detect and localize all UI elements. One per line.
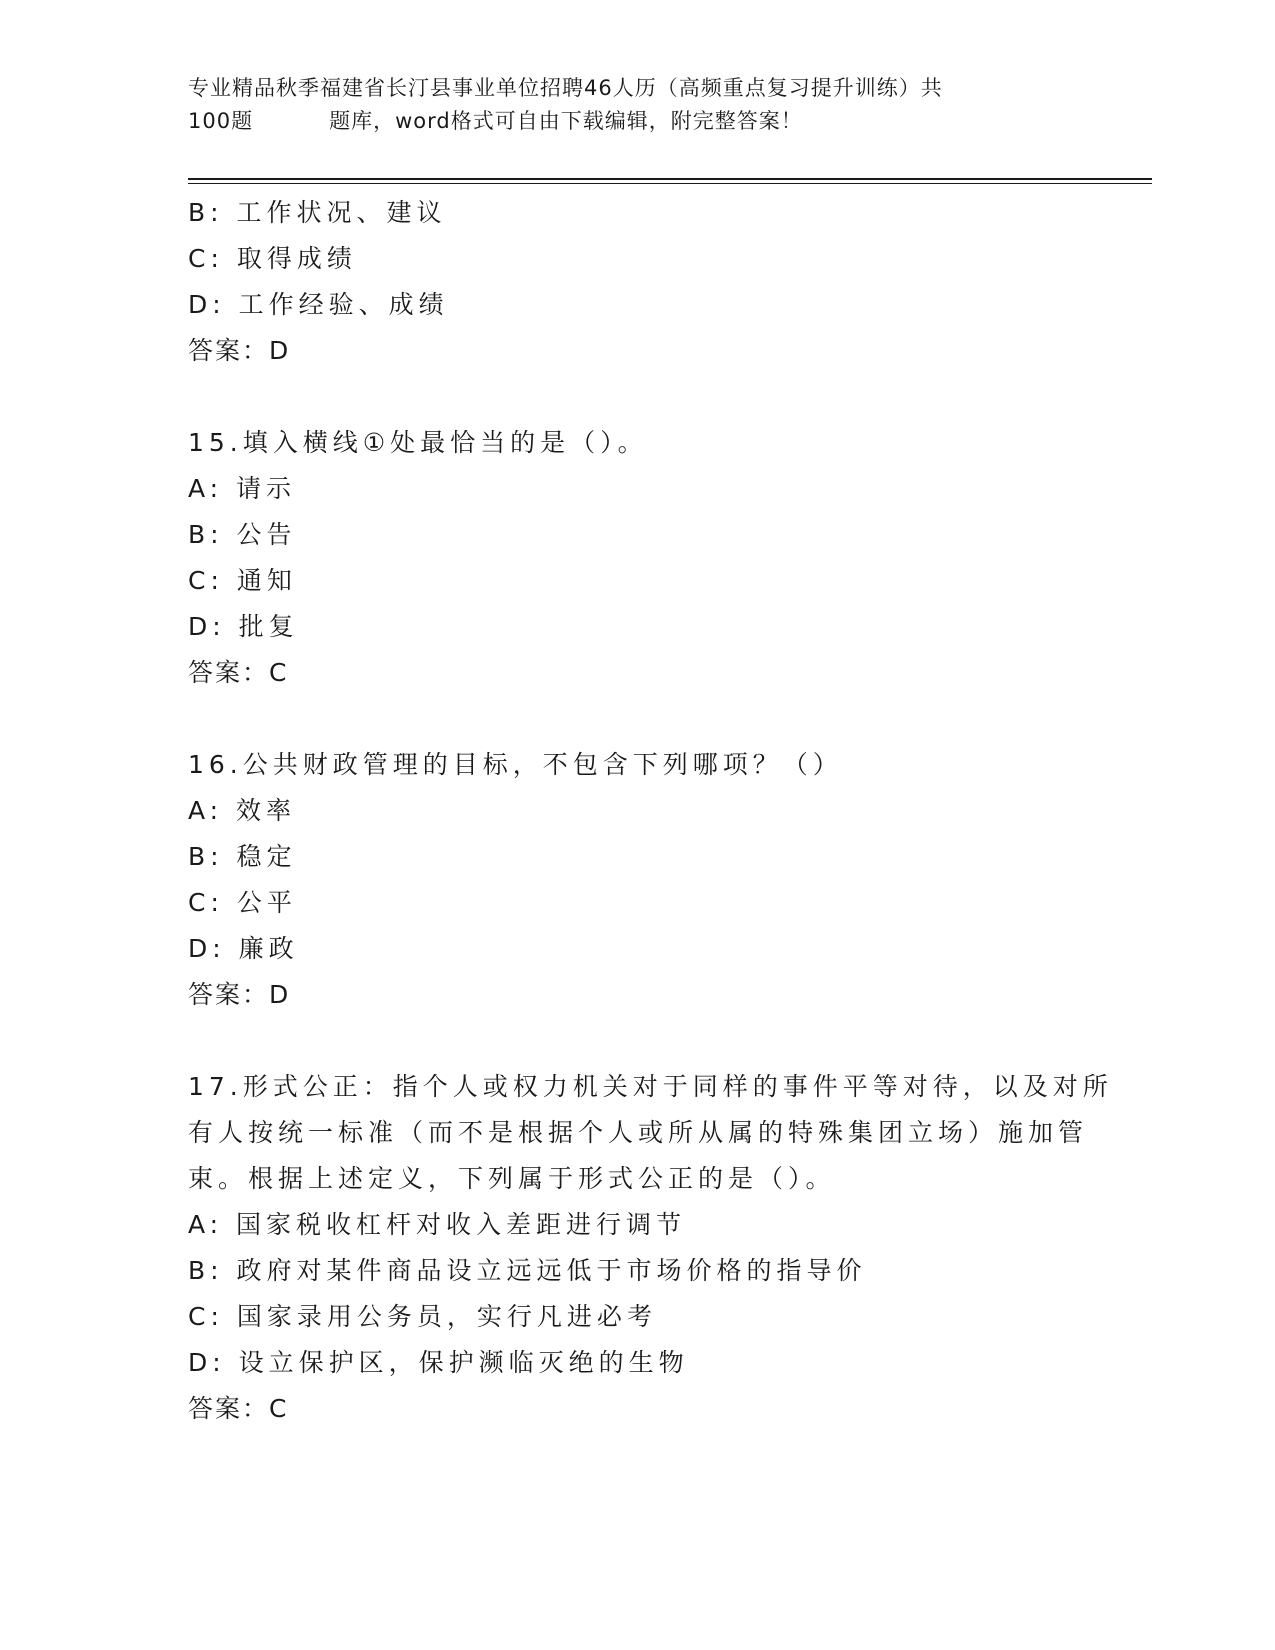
question-stem: 15.填入横线①处最恰当的是（）。 [188,428,648,457]
option-d: D: 设立保护区，保护濒临灭绝的生物 [188,1348,689,1377]
question-16 [188,742,1088,1018]
option-a: A: 国家税收杠杆对收入差距进行调节 [188,1210,687,1239]
option-b: B: 政府对某件商品设立远远低于市场价格的指导价 [188,1256,867,1285]
answer: 答案：D [188,980,291,1009]
option-b: B: 稳定 [188,842,297,871]
header-line-2-end: 题库，word格式可自由下载编辑，附完整答案！ [329,109,803,133]
answer: 答案：D [188,336,291,365]
question-17 [188,1064,1113,1432]
header-line-2-start: 100题 [188,109,254,133]
option-c: C: 通知 [188,566,297,595]
option-c: C: 国家录用公务员，实行凡进必考 [188,1302,657,1331]
header-divider-thin [188,183,1152,184]
document-header [188,72,1068,138]
question-stem-line-2: 有人按统一标准（而不是根据个人或所从属的特殊集团立场）施加管 [188,1118,1089,1147]
option-b: B: 公告 [188,520,297,549]
option-a: A: 效率 [188,796,297,825]
question-15 [188,420,1088,696]
option-a: A: 请示 [188,474,297,503]
option-c: C: 公平 [188,888,297,917]
option-d: D: 批复 [188,612,299,641]
option-c: C: 取得成绩 [188,244,357,273]
question-14-continued [188,190,1088,374]
question-content [188,190,1113,1432]
answer: 答案：C [188,658,289,687]
option-d: D: 工作经验、成绩 [188,290,449,319]
question-stem: 16.公共财政管理的目标，不包含下列哪项？（） [188,750,843,779]
option-d: D: 廉政 [188,934,299,963]
header-divider-thick [188,178,1152,180]
option-b: B: 工作状况、建议 [188,198,447,227]
header-line-1: 专业精品秋季福建省长汀县事业单位招聘46人历（高频重点复习提升训练）共 [188,76,943,100]
header-line-2 [188,105,1068,138]
question-stem-line-3: 束。根据上述定义，下列属于形式公正的是（）。 [188,1164,836,1193]
question-stem-line-1: 17.形式公正：指个人或权力机关对于同样的事件平等对待，以及对所 [188,1072,1113,1101]
answer: 答案：C [188,1394,289,1423]
